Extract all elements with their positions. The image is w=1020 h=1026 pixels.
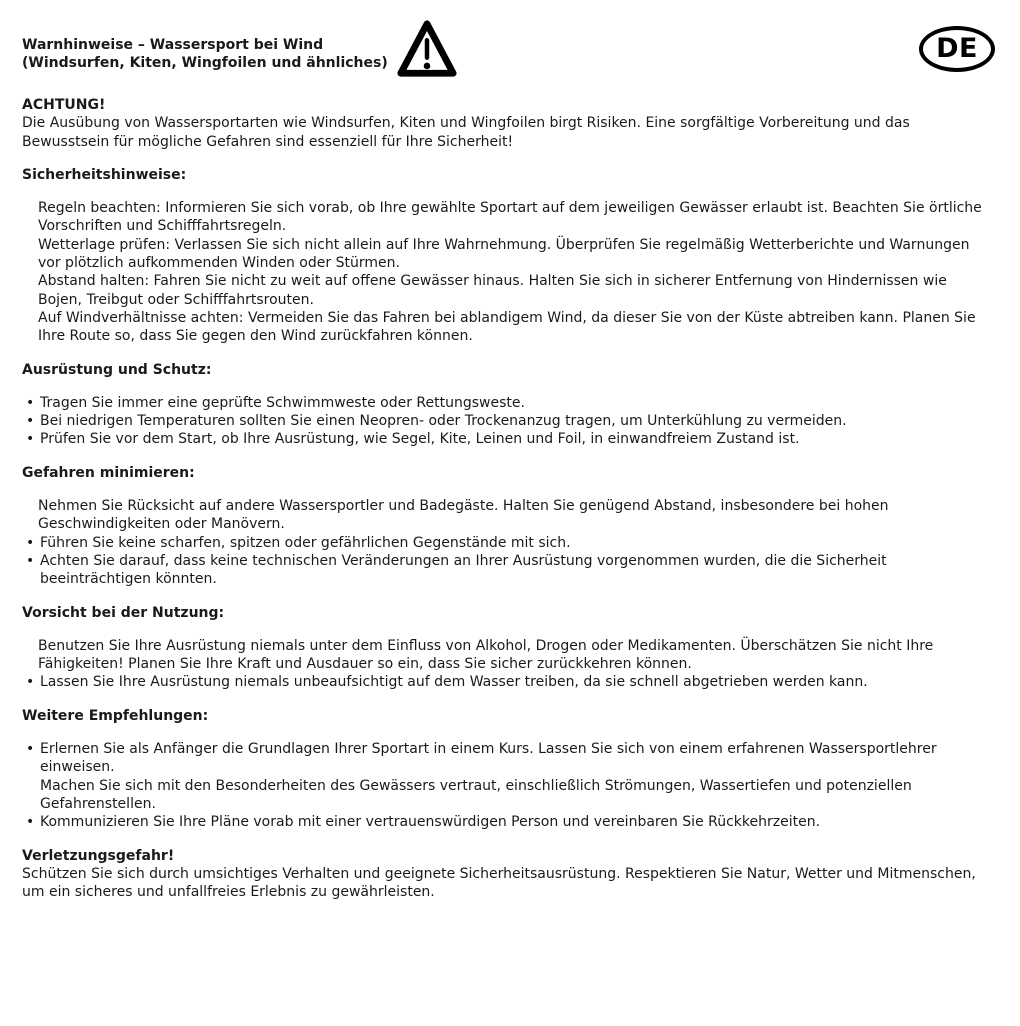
bullet-item: • Tragen Sie immer eine geprüfte Schwimmweste oder Rettungsweste. (22, 394, 995, 412)
paragraph: Regeln beachten: Informieren Sie sich vorab, ob Ihre gewählte Sportart auf dem jeweiligen Gewässer erlaubt ist. Beachten Sie örtliche Vorschriften und Schifffahrtsregeln. (38, 200, 982, 235)
section-heading: Vorsicht bei der Nutzung: (22, 604, 225, 621)
section-vorsicht-bei-der-nutzung (22, 604, 995, 692)
paragraph: Auf Windverhältnisse achten: Vermeiden Sie das Fahren bei ablandigem Wind, da dieser Sie von der Küste abtreiben kann. Planen Sie Ihre Route so, dass Sie gegen den Wind zurückfahren können. (38, 309, 976, 345)
paragraph: Die Ausübung von Wassersportarten wie Windsurfen, Kiten und Wingfoilen birgt Risiken. Eine sorgfältige Vorbereitung und das Bewusstsein für mögliche Gefahren sind essenziell für Ihre Sicherheit! (22, 115, 910, 150)
paragraph: Schützen Sie sich durch umsichtiges Verhalten und geeignete Sicherheitsausrüstung. Respektieren Sie Natur, Wetter und Mitmenschen, um ein sicheres und unfallfreies Erlebnis zu gewährleisten. (22, 865, 976, 901)
document-body (22, 96, 995, 901)
section-verletzungsgefahr (22, 847, 995, 902)
section-sicherheitshinweise (22, 166, 995, 346)
section-weitere-empfehlungen (22, 707, 995, 832)
paragraph: Nehmen Sie Rücksicht auf andere Wassersportler und Badegäste. Halten Sie genügend Abstand, insbesondere bei hohen Geschwindigkeiten oder Manövern. (38, 498, 889, 533)
page-title-line1: Warnhinweise – Wassersport bei Wind (22, 37, 324, 53)
language-badge-de (919, 26, 995, 72)
paragraph: Abstand halten: Fahren Sie nicht zu weit auf offene Gewässer hinaus. Halten Sie sich in sicherer Entfernung von Hindernissen wie Bojen, Treibgut oder Schifffahrtsrouten. (38, 273, 947, 308)
section-achtung (22, 96, 995, 151)
paragraph: Benutzen Sie Ihre Ausrüstung niemals unter dem Einfluss von Alkohol, Drogen oder Medikamenten. Überschätzen Sie nicht Ihre Fähigkeiten! Planen Sie Ihre Kraft und Ausdauer so ein, dass Sie sicher zurückkehren können. (38, 637, 934, 673)
document-header (22, 16, 995, 80)
warning-triangle-icon (396, 18, 458, 80)
section-heading: Sicherheitshinweise: (22, 166, 187, 183)
section-heading: Gefahren minimieren: (22, 464, 195, 481)
paragraph: Wetterlage prüfen: Verlassen Sie sich nicht allein auf Ihre Wahrnehmung. Überprüfen Sie regelmäßig Wetterberichte und Warnungen vor plötzlich aufkommenden Winden oder Stürmen. (38, 236, 970, 272)
paragraph: Machen Sie sich mit den Besonderheiten des Gewässers vertraut, einschließlich Strömungen, Wassertiefen und potenziellen Gefahrenstellen. (40, 777, 912, 812)
section-heading: ACHTUNG! (22, 97, 106, 113)
bullet-item: • Erlernen Sie als Anfänger die Grundlagen Ihrer Sportart in einem Kurs. Lassen Sie sich von einem erfahrenen Wassersportlehrer einweisen. (22, 740, 995, 777)
section-heading: Ausrüstung und Schutz: (22, 361, 212, 378)
bullet-item: • Bei niedrigen Temperaturen sollten Sie einen Neopren- oder Trockenanzug tragen, um Unterkühlung zu vermeiden. (22, 412, 995, 430)
bullet-item: • Prüfen Sie vor dem Start, ob Ihre Ausrüstung, wie Segel, Kite, Leinen und Foil, in einwandfreiem Zustand ist. (22, 430, 995, 448)
language-badge-label: DE (936, 32, 978, 64)
bullet-item: • Lassen Sie Ihre Ausrüstung niemals unbeaufsichtigt auf dem Wasser treiben, da sie schnell abgetrieben werden kann. (22, 673, 995, 691)
page-title-line2: (Windsurfen, Kiten, Wingfoilen und ähnliches) (22, 55, 388, 72)
section-heading: Verletzungsgefahr! (22, 847, 175, 864)
bullet-item: • Führen Sie keine scharfen, spitzen oder gefährlichen Gegenstände mit sich. (22, 534, 995, 552)
section-ausruestung-und-schutz (22, 361, 995, 449)
section-gefahren-minimieren (22, 464, 995, 589)
page-title (22, 16, 388, 73)
section-heading: Weitere Empfehlungen: (22, 707, 209, 724)
bullet-item: • Achten Sie darauf, dass keine technischen Veränderungen an Ihrer Ausrüstung vorgenommen wurden, die die Sicherheit beeinträchtigen könnten. (22, 552, 995, 589)
bullet-item: • Kommunizieren Sie Ihre Pläne vorab mit einer vertrauenswürdigen Person und vereinbaren Sie Rückkehrzeiten. (22, 813, 995, 831)
